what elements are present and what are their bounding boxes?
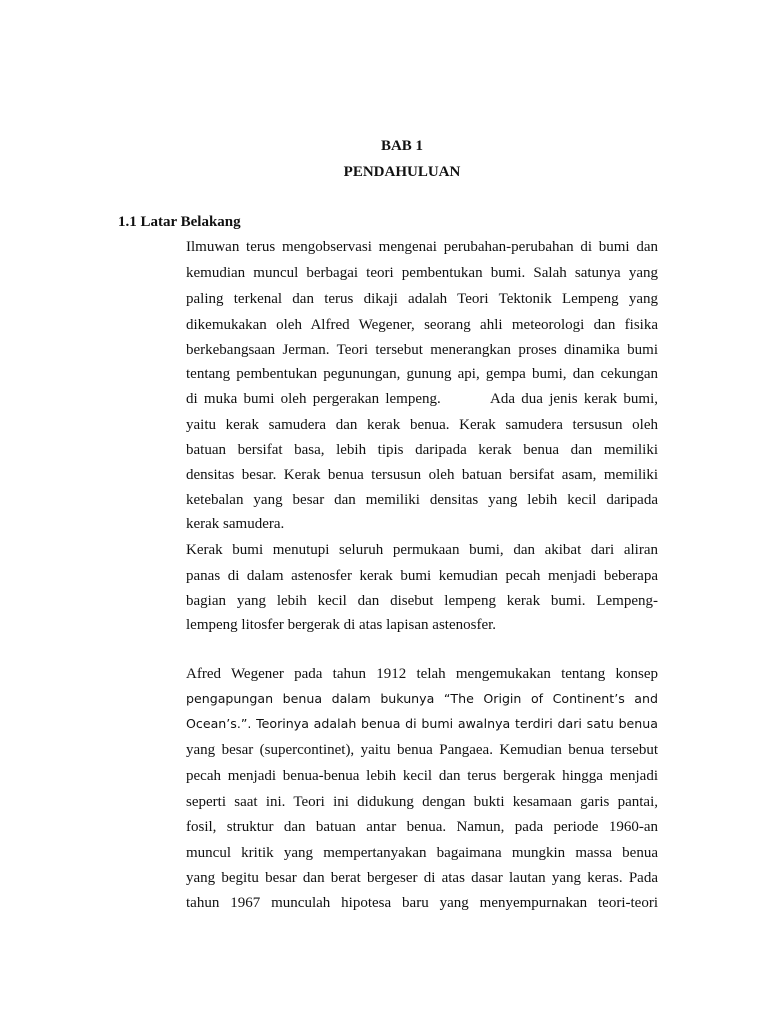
paragraph-line: lempeng litosfer bergerak di atas lapisan astenosfer. xyxy=(186,617,497,633)
paragraph-line: Ilmuwan terus mengobservasi mengenai perubahan-perubahan di bumi dan xyxy=(186,239,658,255)
paragraph-line: muncul kritik yang mempertanyakan bagaimana mungkin massa benua xyxy=(186,845,658,861)
paragraph-line: yang besar (supercontinet), yaitu benua Pangaea. Kemudian benua tersebut xyxy=(186,742,658,758)
paragraph-line: batuan bersifat basa, lebih tipis daripada kerak benua dan memiliki xyxy=(186,442,658,458)
paragraph-line: di muka bumi oleh pergerakan lempeng. Ada dua jenis kerak bumi, xyxy=(186,391,658,407)
paragraph-line: kemudian muncul berbagai teori pembentukan bumi. Salah satunya yang xyxy=(186,265,658,281)
paragraph-line: paling terkenal dan terus dikaji adalah Teori Tektonik Lempeng yang xyxy=(186,291,658,307)
paragraph-line: pecah menjadi benua-benua lebih kecil dan terus bergerak hingga menjadi xyxy=(186,768,658,784)
paragraph-line: fosil, struktur dan batuan antar benua. Namun, pada periode 1960-an xyxy=(186,819,658,835)
paragraph-line: tahun 1967 munculah hipotesa baru yang menyempurnakan teori-teori xyxy=(186,895,658,911)
paragraph-line: kerak samudera. xyxy=(186,516,285,532)
paragraph-line: yaitu kerak samudera dan kerak benua. Kerak samudera tersusun oleh xyxy=(186,417,658,433)
paragraph-line: tentang pembentukan pegunungan, gunung api, gempa bumi, dan cekungan xyxy=(186,366,658,382)
paragraph-line: bagian yang lebih kecil dan disebut lempeng kerak bumi. Lempeng- xyxy=(186,593,658,609)
paragraph-line: Kerak bumi menutupi seluruh permukaan bumi, dan akibat dari aliran xyxy=(186,542,658,558)
chapter-number: BAB 1 xyxy=(380,138,424,154)
paragraph-line: ketebalan yang besar dan memiliki densitas yang lebih kecil daripada xyxy=(186,492,658,508)
paragraph-line: dikemukakan oleh Alfred Wegener, seorang ahli meteorologi dan fisika xyxy=(186,317,658,333)
paragraph-line: panas di dalam astenosfer kerak bumi kemudian pecah menjadi beberapa xyxy=(186,568,658,584)
chapter-title: PENDAHULUAN xyxy=(343,164,461,180)
section-title: 1.1 Latar Belakang xyxy=(118,214,241,230)
paragraph-line: pengapungan benua dalam bukunya “The Origin of Continent’s and xyxy=(186,691,658,706)
paragraph-line: Afred Wegener pada tahun 1912 telah mengemukakan tentang konsep xyxy=(186,666,658,682)
paragraph-line: densitas besar. Kerak benua tersusun oleh batuan bersifat asam, memiliki xyxy=(186,467,658,483)
paragraph-line: berkebangsaan Jerman. Teori tersebut menerangkan proses dinamika bumi xyxy=(186,342,658,358)
paragraph-line: Ocean’s.”. Teorinya adalah benua di bumi awalnya terdiri dari satu benua xyxy=(186,716,658,731)
paragraph-line: seperti saat ini. Teori ini didukung dengan bukti kesamaan garis pantai, xyxy=(186,794,658,810)
paragraph-line: yang begitu besar dan berat bergeser di atas dasar lautan yang keras. Pada xyxy=(186,870,658,886)
